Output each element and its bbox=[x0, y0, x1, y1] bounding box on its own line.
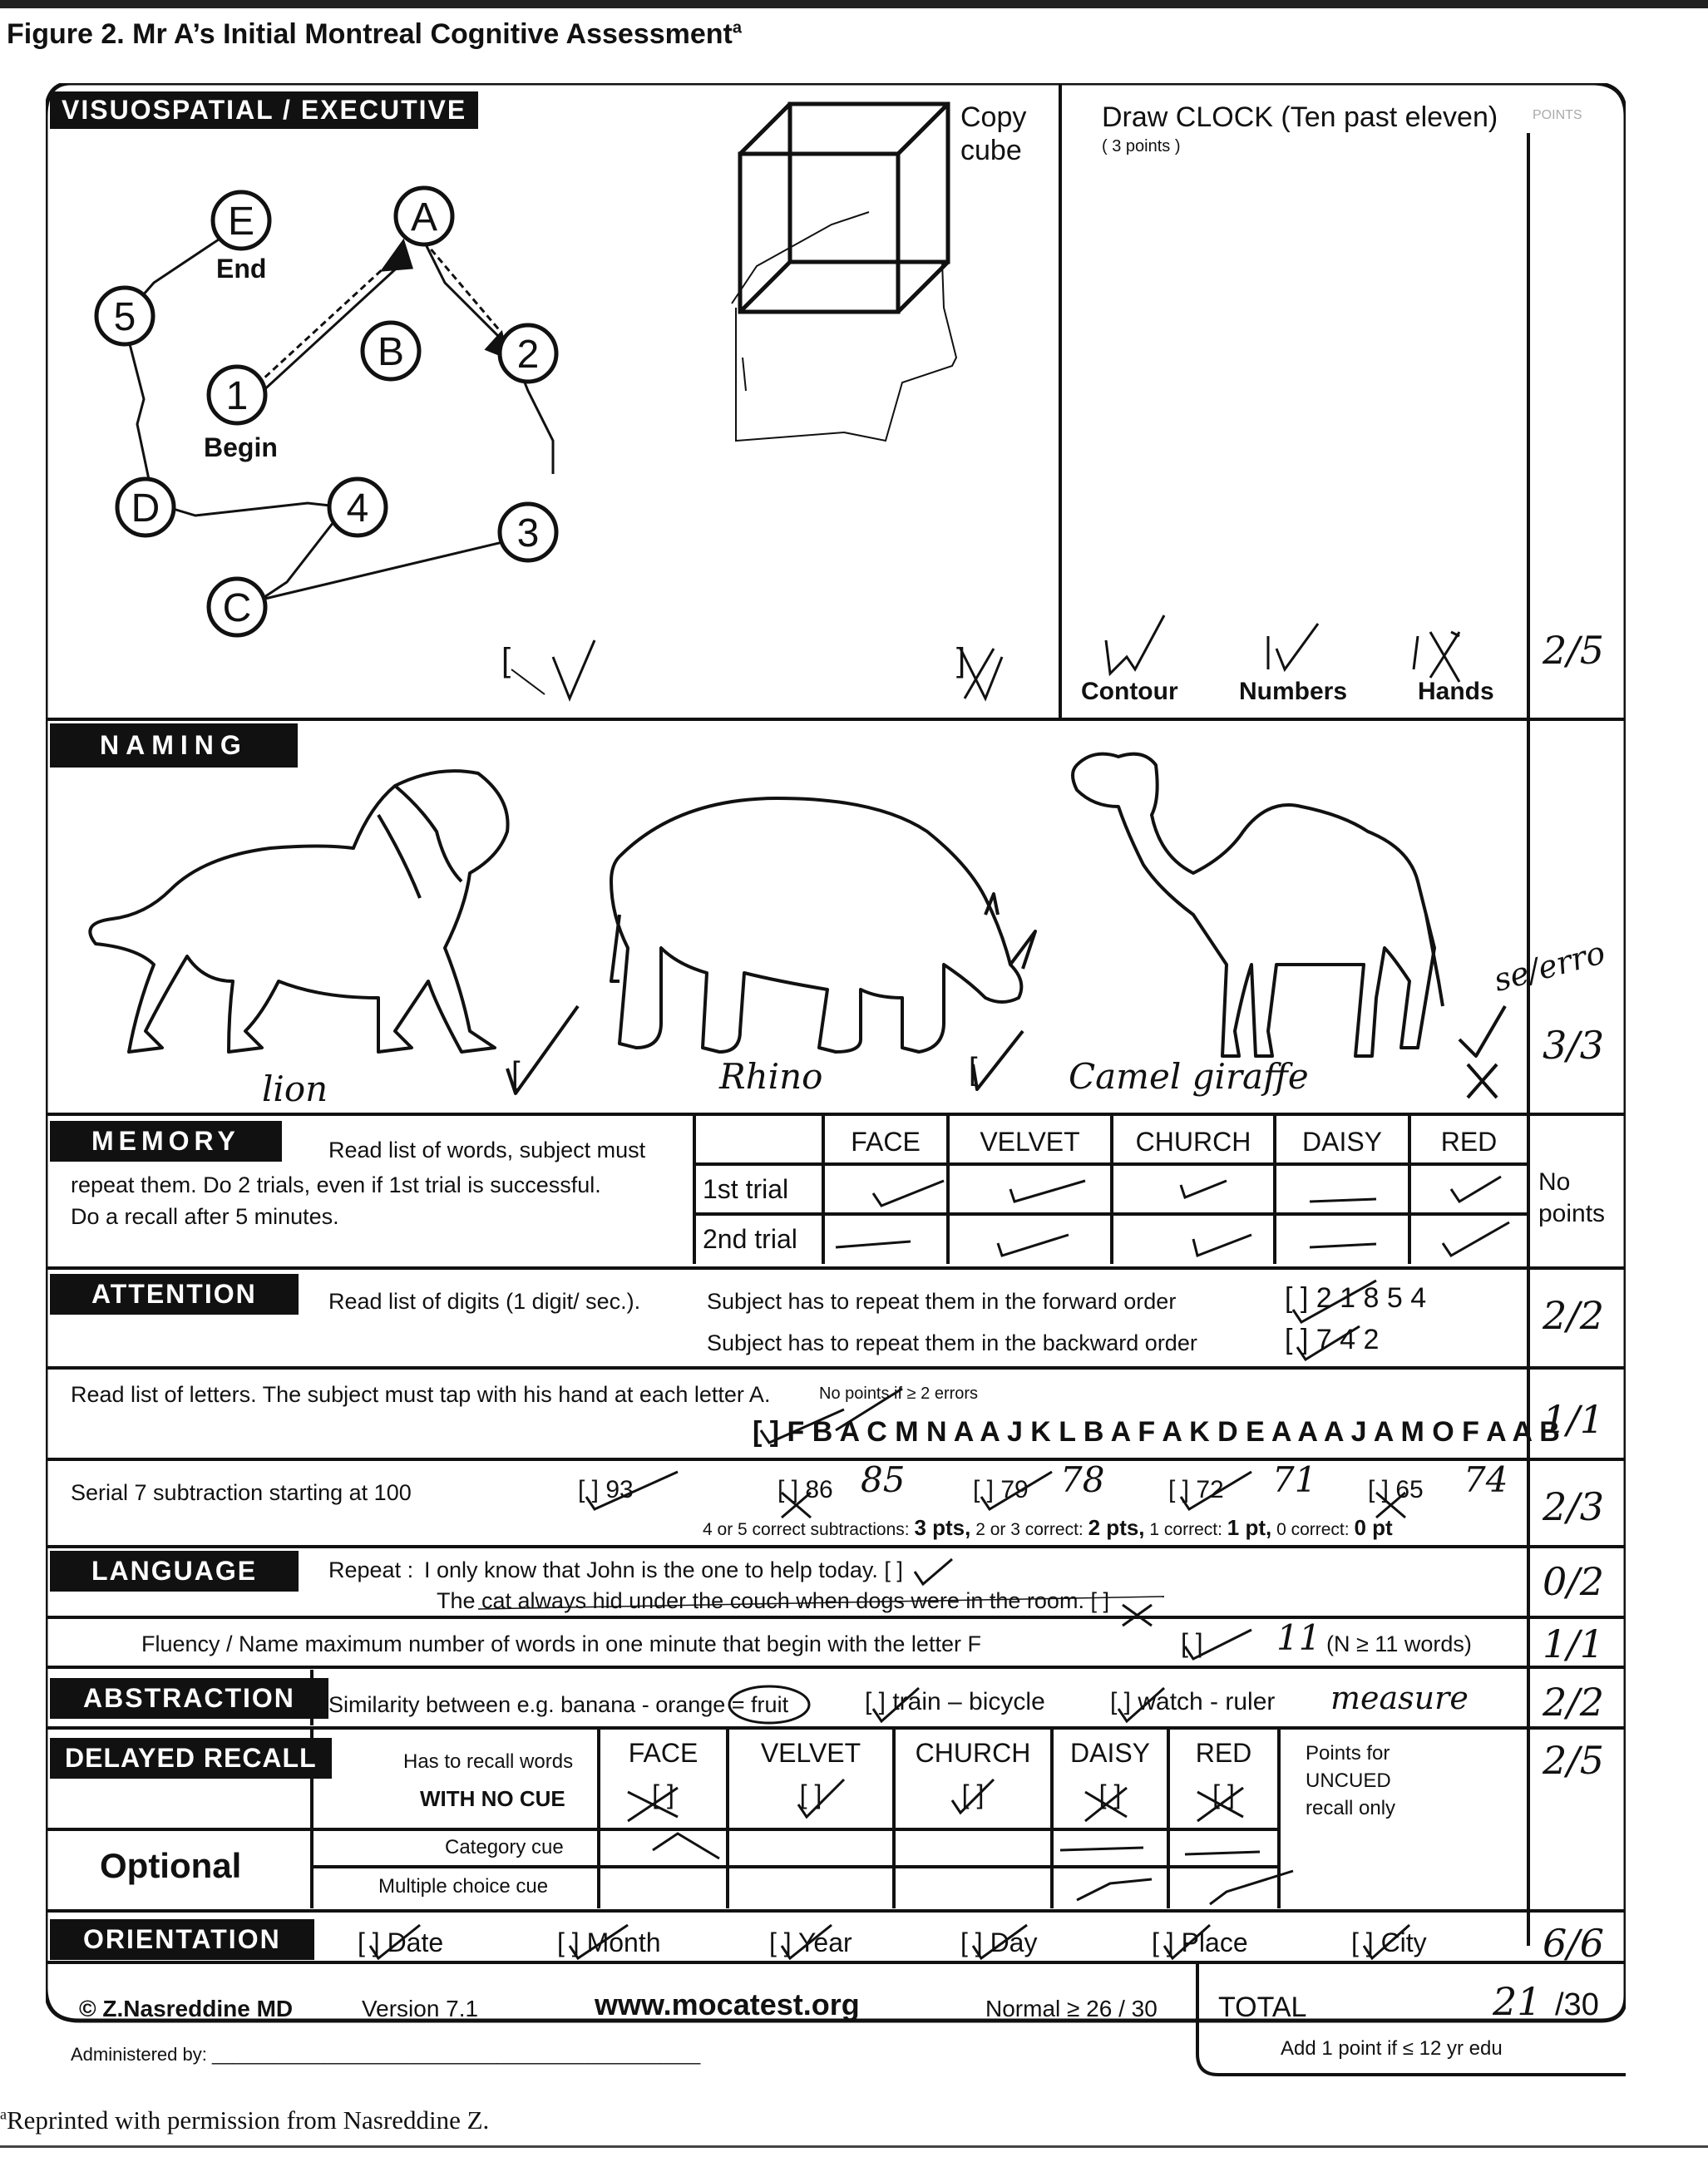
abstraction-item-watch-ruler: [ ] watch - ruler bbox=[1110, 1688, 1276, 1715]
delayed-word-church: CHURCH bbox=[915, 1738, 1031, 1768]
bottom-rule bbox=[0, 2145, 1708, 2148]
trail-begin-label: Begin bbox=[204, 432, 278, 462]
language-repeat-label: Repeat : bbox=[328, 1557, 414, 1582]
footer-total-label: TOTAL bbox=[1218, 1992, 1307, 2023]
footer-total-max: /30 bbox=[1555, 1987, 1599, 2022]
attention-letters-note: No points if ≥ 2 errors bbox=[819, 1385, 979, 1403]
delayed-word-velvet: VELVET bbox=[760, 1738, 861, 1768]
figure-title: Figure 2. Mr A’s Initial Montreal Cognitive Assessment$^a$ bbox=[7, 18, 742, 50]
copy-cube-label-2: cube bbox=[960, 135, 1022, 166]
serial-7-value-93: [ ] 93 bbox=[578, 1476, 634, 1503]
language-fluency-box: [ ] bbox=[1181, 1628, 1203, 1658]
attention-letters-instruction: Read list of letters. The subject must tap with his hand at each letter A. bbox=[71, 1382, 771, 1407]
attention-forward-digits: [ ] 2 1 8 5 4 bbox=[1285, 1282, 1427, 1314]
orientation-year: [ ] Year bbox=[769, 1927, 852, 1957]
language-repeat-score: 0/2 bbox=[1543, 1559, 1605, 1604]
naming-note: se/erro bbox=[1489, 934, 1609, 999]
naming-box-1: [ bbox=[511, 1056, 521, 1091]
footnote: $^a$Reprinted with permission from Nasreddine Z. bbox=[0, 2105, 490, 2135]
naming-answer-lion: lion bbox=[262, 1069, 328, 1109]
serial-7-scoring-rule: 4 or 5 correct subtractions: 3 pts, 2 or 3 correct: 2 pts, 1 correct: 1 pt, 0 correct: 0 pt bbox=[703, 1515, 1393, 1540]
delayed-recall-score: 2/5 bbox=[1543, 1738, 1605, 1783]
trail-node-3: 3 bbox=[516, 511, 540, 555]
naming-header: NAMING bbox=[50, 723, 298, 768]
multiple-choice-cue-label: Multiple choice cue bbox=[378, 1875, 549, 1898]
footer-total-score: 21 bbox=[1493, 1979, 1542, 2024]
delayed-box-velvet: [ ] bbox=[799, 1779, 822, 1809]
copy-cube-label-1: Copy bbox=[960, 101, 1027, 133]
delayed-box-face: [ ] bbox=[652, 1779, 674, 1809]
attention-digit-instruction: Read list of digits (1 digit/ sec.). bbox=[328, 1289, 641, 1314]
memory-word-church: CHURCH bbox=[1135, 1127, 1251, 1157]
trail-node-1: 1 bbox=[225, 374, 249, 418]
delayed-recall-no-cue-1: Has to recall words bbox=[403, 1750, 574, 1773]
naming-box-2: [ bbox=[969, 1052, 978, 1087]
trail-score-box: [ bbox=[501, 642, 511, 679]
attention-digits-score: 2/2 bbox=[1543, 1293, 1605, 1338]
naming-answer-camel: Camel giraffe bbox=[1069, 1056, 1309, 1097]
serial-7-hand-74: 74 bbox=[1464, 1459, 1508, 1500]
delayed-points-note-3: recall only bbox=[1306, 1797, 1396, 1819]
memory-word-red: RED bbox=[1440, 1127, 1498, 1157]
serial-7-instruction: Serial 7 subtraction starting at 100 bbox=[71, 1480, 412, 1505]
delayed-box-church: [ ] bbox=[961, 1779, 985, 1809]
moca-form bbox=[46, 83, 1626, 2079]
visuospatial-score: 2/5 bbox=[1543, 628, 1605, 673]
orientation-city: [ ] City bbox=[1351, 1927, 1427, 1957]
delayed-word-daisy: DAISY bbox=[1069, 1738, 1151, 1768]
orientation-score: 6/6 bbox=[1543, 1921, 1605, 1966]
language-sentence-2: The cat always hid under the couch when dogs were in the room. [ ] bbox=[437, 1588, 1109, 1613]
footer-version: Version 7.1 bbox=[362, 1996, 479, 2021]
delayed-word-red: RED bbox=[1195, 1738, 1252, 1768]
delayed-word-face: FACE bbox=[628, 1738, 699, 1768]
language-fluency-instruction: Fluency / Name maximum number of words in one minute that begin with the letter F bbox=[141, 1631, 981, 1656]
footer-administered-by: Administered by: ________________________________________________ bbox=[71, 2044, 701, 2065]
category-cue-label: Category cue bbox=[445, 1836, 564, 1858]
clock-numbers-label: Numbers bbox=[1239, 678, 1348, 705]
abstraction-item-train-bicycle: [ ] train – bicycle bbox=[865, 1688, 1045, 1715]
delayed-recall-header: DELAYED RECALL bbox=[50, 1738, 332, 1779]
attention-letters-score: 1/1 bbox=[1543, 1397, 1605, 1442]
cube-score-box: ] bbox=[956, 642, 966, 679]
optional-label: Optional bbox=[100, 1846, 242, 1885]
orientation-place: [ ] Place bbox=[1152, 1927, 1248, 1957]
trail-node-b: B bbox=[377, 330, 405, 374]
abstraction-score: 2/2 bbox=[1543, 1680, 1605, 1725]
orientation-day: [ ] Day bbox=[960, 1927, 1038, 1957]
delayed-points-note-1: Points for bbox=[1306, 1742, 1390, 1765]
clock-hands-label: Hands bbox=[1418, 678, 1494, 705]
language-fluency-score: 1/1 bbox=[1543, 1621, 1605, 1666]
serial-7-value-65: [ ] 65 bbox=[1368, 1476, 1424, 1503]
delayed-recall-no-cue-2: WITH NO CUE bbox=[420, 1786, 565, 1811]
serial-7-value-79: [ ] 79 bbox=[973, 1476, 1029, 1503]
memory-no-points-2: points bbox=[1538, 1200, 1606, 1227]
abstraction-hand-note: measure bbox=[1330, 1680, 1469, 1716]
abstraction-header: ABSTRACTION bbox=[50, 1678, 328, 1719]
trail-node-5: 5 bbox=[113, 295, 136, 339]
trail-node-e: E bbox=[227, 200, 255, 244]
delayed-points-note-2: UNCUED bbox=[1306, 1770, 1391, 1792]
memory-instruction-3: Do a recall after 5 minutes. bbox=[71, 1204, 339, 1229]
memory-no-points-1: No bbox=[1538, 1168, 1571, 1196]
serial-7-value-72: [ ] 72 bbox=[1168, 1476, 1224, 1503]
memory-word-daisy: DAISY bbox=[1301, 1127, 1383, 1157]
serial-7-hand-78: 78 bbox=[1060, 1459, 1105, 1500]
memory-word-face: FACE bbox=[851, 1127, 921, 1157]
attention-letters-list: [ ] F B A C M N A A J K L B A F A K D E A A A J A M O F A A B bbox=[753, 1416, 1560, 1448]
attention-backward-digits: [ ] 7 4 2 bbox=[1285, 1324, 1380, 1355]
visuospatial-header: VISUOSPATIAL / EXECUTIVE bbox=[50, 91, 478, 129]
attention-backward-instruction: Subject has to repeat them in the backward order bbox=[707, 1330, 1197, 1355]
footer-normal-range: Normal ≥ 26 / 30 bbox=[985, 1996, 1158, 2021]
memory-trial-1: 1st trial bbox=[703, 1174, 789, 1204]
delayed-box-daisy: [ ] bbox=[1098, 1779, 1122, 1809]
orientation-month: [ ] Month bbox=[557, 1927, 661, 1957]
trail-node-2: 2 bbox=[516, 333, 540, 377]
serial-7-hand-71: 71 bbox=[1272, 1459, 1317, 1500]
trail-node-4: 4 bbox=[346, 486, 369, 531]
memory-word-velvet: VELVET bbox=[980, 1127, 1080, 1157]
language-sentence-1: I only know that John is the one to help today. [ ] bbox=[424, 1557, 903, 1582]
footer-add-point: Add 1 point if ≤ 12 yr edu bbox=[1281, 2037, 1503, 2060]
footer-copyright: © Z.Nasreddine MD bbox=[79, 1996, 294, 2021]
top-rule bbox=[0, 0, 1708, 8]
language-fluency-rule: (N ≥ 11 words) bbox=[1326, 1631, 1472, 1656]
serial-7-hand-85: 85 bbox=[861, 1459, 906, 1500]
delayed-box-red: [ ] bbox=[1212, 1779, 1235, 1809]
trail-node-d: D bbox=[131, 486, 160, 531]
memory-instruction-2: repeat them. Do 2 trials, even if 1st trial is successful. bbox=[71, 1172, 601, 1197]
memory-trial-2: 2nd trial bbox=[703, 1224, 797, 1254]
memory-header: MEMORY bbox=[50, 1121, 282, 1162]
clock-contour-label: Contour bbox=[1081, 678, 1178, 705]
orientation-checks bbox=[46, 83, 1626, 1962]
trail-end-label: End bbox=[216, 254, 267, 284]
naming-answer-rhino: Rhino bbox=[719, 1056, 823, 1097]
orientation-header: ORIENTATION bbox=[50, 1919, 314, 1960]
attention-header: ATTENTION bbox=[50, 1274, 299, 1315]
language-header: LANGUAGE bbox=[50, 1551, 299, 1592]
points-header: POINTS bbox=[1533, 108, 1582, 122]
clock-title: Draw CLOCK (Ten past eleven) bbox=[1102, 101, 1498, 133]
abstraction-instruction: Similarity between e.g. banana - orange = fruit bbox=[328, 1692, 789, 1717]
trail-node-a: A bbox=[410, 195, 438, 239]
naming-score: 3/3 bbox=[1543, 1023, 1605, 1068]
serial-7-value-86: [ ] 86 bbox=[777, 1476, 833, 1503]
clock-points: ( 3 points ) bbox=[1102, 137, 1181, 155]
serial-7-score: 2/3 bbox=[1543, 1484, 1605, 1529]
footer-website: www.mocatest.org bbox=[595, 1987, 860, 2021]
orientation-date: [ ] Date bbox=[358, 1927, 444, 1957]
attention-forward-instruction: Subject has to repeat them in the forward order bbox=[707, 1289, 1177, 1314]
memory-instruction-1: Read list of words, subject must bbox=[328, 1138, 646, 1162]
language-fluency-count: 11 bbox=[1276, 1617, 1321, 1658]
trail-node-c: C bbox=[222, 586, 252, 630]
